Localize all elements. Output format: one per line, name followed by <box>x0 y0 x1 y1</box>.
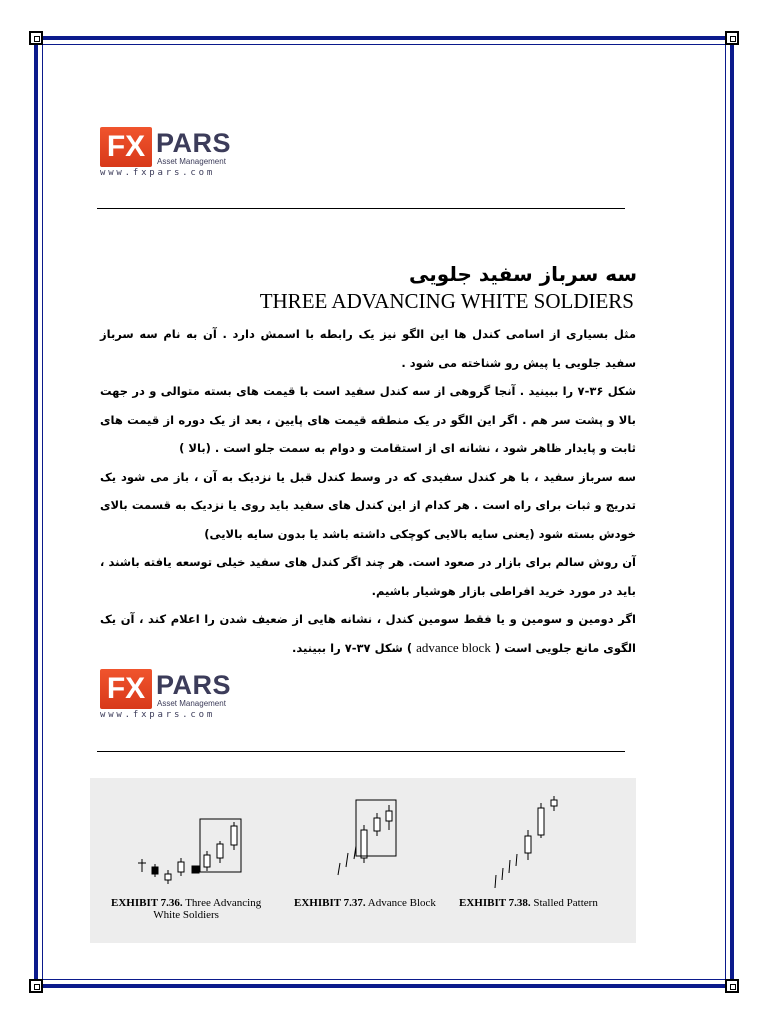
exhibit-number: EXHIBIT 7.36. <box>111 897 183 909</box>
frame-corner-top-left <box>29 31 43 45</box>
exhibit-number: EXHIBIT 7.37. <box>294 897 366 909</box>
paragraph-text: ) شکل ۳۷-۷ را ببینید. <box>292 640 413 655</box>
logo-pars-text: PARS <box>156 670 232 700</box>
frame-corner-bottom-right <box>725 979 739 993</box>
exhibit-7-37-candles <box>338 800 396 875</box>
heading-english: THREE ADVANCING WHITE SOLDIERS <box>259 289 634 313</box>
paragraph: مثل بسیاری از اسامی کندل ها این الگو نیز یک رابطه با اسمش دارد . آن به نام سه سرباز سفید جلویی یا پیش رو شناخته می شود . <box>100 327 636 370</box>
exhibit-title-line2: White Soldiers <box>153 909 219 921</box>
logo-url: www.fxpars.com <box>100 168 216 178</box>
exhibit-7-36-caption <box>111 897 261 921</box>
heading-persian: سه سرباز سفید جلویی <box>409 262 637 286</box>
fxpars-logo <box>100 127 230 179</box>
paragraph: آن روش سالم برای بازار در صعود است. هر چند اگر کندل های سفید خیلی توسعه یافته باشند ، باید در مورد خرید افراطی بازار هوشیار باشیم. <box>100 555 636 598</box>
logo-fx-mark: FX <box>100 127 152 167</box>
logo-url: www.fxpars.com <box>100 710 216 720</box>
exhibit-7-38-candles <box>495 796 557 888</box>
header-divider <box>97 208 625 209</box>
paragraph: سه سرباز سفید ، با هر کندل سفیدی که در وسط کندل قبل یا نزدیک به آن ، باز می شود یک تدریج و ثبات برای راه است . هر کدام از این کندل های سفید باید روی یا نزدیک به قسمت بالای خودش بسته شود (یعنی سایه بالایی کوچکی داشته باشد یا بدون سایه بالایی) <box>100 469 636 541</box>
article-body <box>100 320 636 662</box>
fxpars-logo <box>100 669 230 721</box>
section-divider <box>97 751 625 752</box>
exhibit-title: Stalled Pattern <box>533 897 598 909</box>
paragraph-advance-block <box>100 605 636 662</box>
frame-corner-top-right <box>725 31 739 45</box>
logo-tagline: Asset Management <box>157 699 226 708</box>
exhibit-7-37-caption <box>294 897 436 909</box>
logo-pars-text: PARS <box>156 128 232 158</box>
frame-corner-bottom-left <box>29 979 43 993</box>
exhibit-number: EXHIBIT 7.38. <box>459 897 531 909</box>
logo-tagline: Asset Management <box>157 157 226 166</box>
exhibit-title: Advance Block <box>367 897 436 909</box>
paragraph: شکل ۳۶-۷ را ببینید . آنجا گروهی از سه کندل سفید است با قیمت های بسته متوالی و در جهت بالا و پشت سر هم . اگر این الگو در یک منطقه قیمت های پایین ، بعد از یک دوره از قیمت های ثابت و پایدار ظاهر شود ، نشانه ای از استقامت و دوام به سمت جلو است . (بالا ) <box>100 384 637 455</box>
exhibit-title: Three Advancing <box>185 897 262 909</box>
exhibit-7-36-candles <box>138 819 241 884</box>
logo-fx-mark: FX <box>100 669 152 709</box>
advance-block-term: advance block <box>416 639 491 655</box>
paragraph-text: اگر دومین و سومین و یا فقط سومین کندل ، نشانه هایی از ضعیف شدن را اعلام کند ، آن یک الگوی مانع جلویی است ( <box>100 612 636 655</box>
exhibit-7-38-caption <box>459 897 598 909</box>
